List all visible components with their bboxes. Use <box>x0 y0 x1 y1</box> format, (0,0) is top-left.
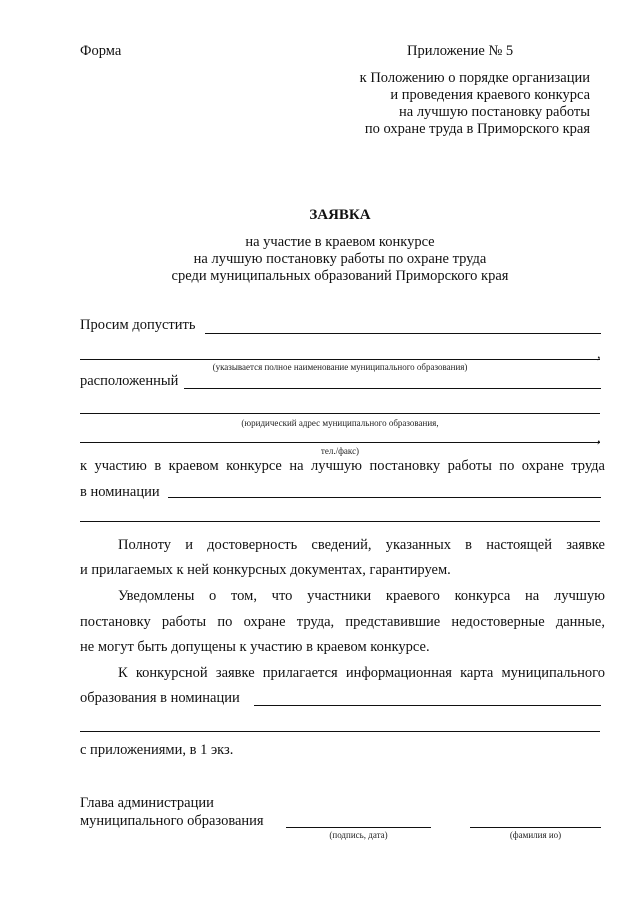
nomination-field-cont[interactable] <box>80 521 600 522</box>
info-card-nomination-field[interactable] <box>254 705 601 706</box>
info-card-nomination-field-cont[interactable] <box>80 731 600 732</box>
hint-address: (юридический адрес муниципального образования, <box>241 418 439 428</box>
attachments-note: с приложениями, в 1 экз. <box>80 742 234 758</box>
admit-label: Просим допустить <box>80 317 196 333</box>
nomination-label: в номинации <box>80 484 160 500</box>
signature-date-field[interactable] <box>286 827 431 828</box>
appendix-label: Приложение № 5 <box>407 43 514 59</box>
regulation-line-4: по охране труда в Приморского края <box>364 121 590 137</box>
address-field[interactable] <box>184 388 601 389</box>
hint-phone: тел./факс) <box>320 446 360 456</box>
nomination-field[interactable] <box>168 497 601 498</box>
municipality-name-field-cont[interactable] <box>80 359 600 360</box>
full-name-field[interactable] <box>470 827 601 828</box>
comma-1: , <box>597 346 601 362</box>
hint-sign-date: (подпись, дата) <box>329 830 388 840</box>
paragraph-1-line-2: и прилагаемых к ней конкурсных документах, гарантируем. <box>80 562 451 578</box>
subtitle-line-1: на участие в краевом конкурсе <box>245 234 435 250</box>
subtitle-line-2: на лучшую постановку работы по охране труда <box>193 251 487 267</box>
paragraph-2-line-1: Уведомлены о том, что участники краевого конкурса на лучшую <box>118 588 605 604</box>
paragraph-2-line-3: не могут быть допущены к участию в краевом конкурсе. <box>80 639 430 655</box>
regulation-line-3: на лучшую постановку работы <box>399 104 590 120</box>
phone-fax-field[interactable] <box>80 442 600 443</box>
municipality-name-field[interactable] <box>205 333 601 334</box>
comma-2: , <box>597 430 601 446</box>
paragraph-2-line-2: постановку работы по охране труда, представившие недостоверные данные, <box>80 614 605 630</box>
paragraph-3-line-2: образования в номинации <box>80 690 240 706</box>
hint-municipality: (указывается полное наименование муниципального образования) <box>212 362 468 372</box>
paragraph-1-line-1: Полноту и достоверность сведений, указанных в настоящей заявке <box>118 537 605 553</box>
document-title: ЗАЯВКА <box>309 207 371 223</box>
address-field-cont[interactable] <box>80 413 600 414</box>
signature-head-line-2: муниципального образования <box>80 813 264 829</box>
regulation-line-1: к Положению о порядке организации <box>359 70 590 86</box>
hint-full-name: (фамилия ио) <box>509 830 562 840</box>
paragraph-3-line-1: К конкурсной заявке прилагается информационная карта муниципального <box>118 665 605 681</box>
contest-line: к участию в краевом конкурсе на лучшую постановку работы по охране труда <box>80 458 605 474</box>
signature-head-line-1: Глава администрации <box>80 795 214 811</box>
subtitle-line-3: среди муниципальных образований Приморского края <box>171 268 509 284</box>
form-label: Форма <box>80 43 122 59</box>
regulation-line-2: и проведения краевого конкурса <box>390 87 590 103</box>
located-label: расположенный <box>80 373 179 389</box>
